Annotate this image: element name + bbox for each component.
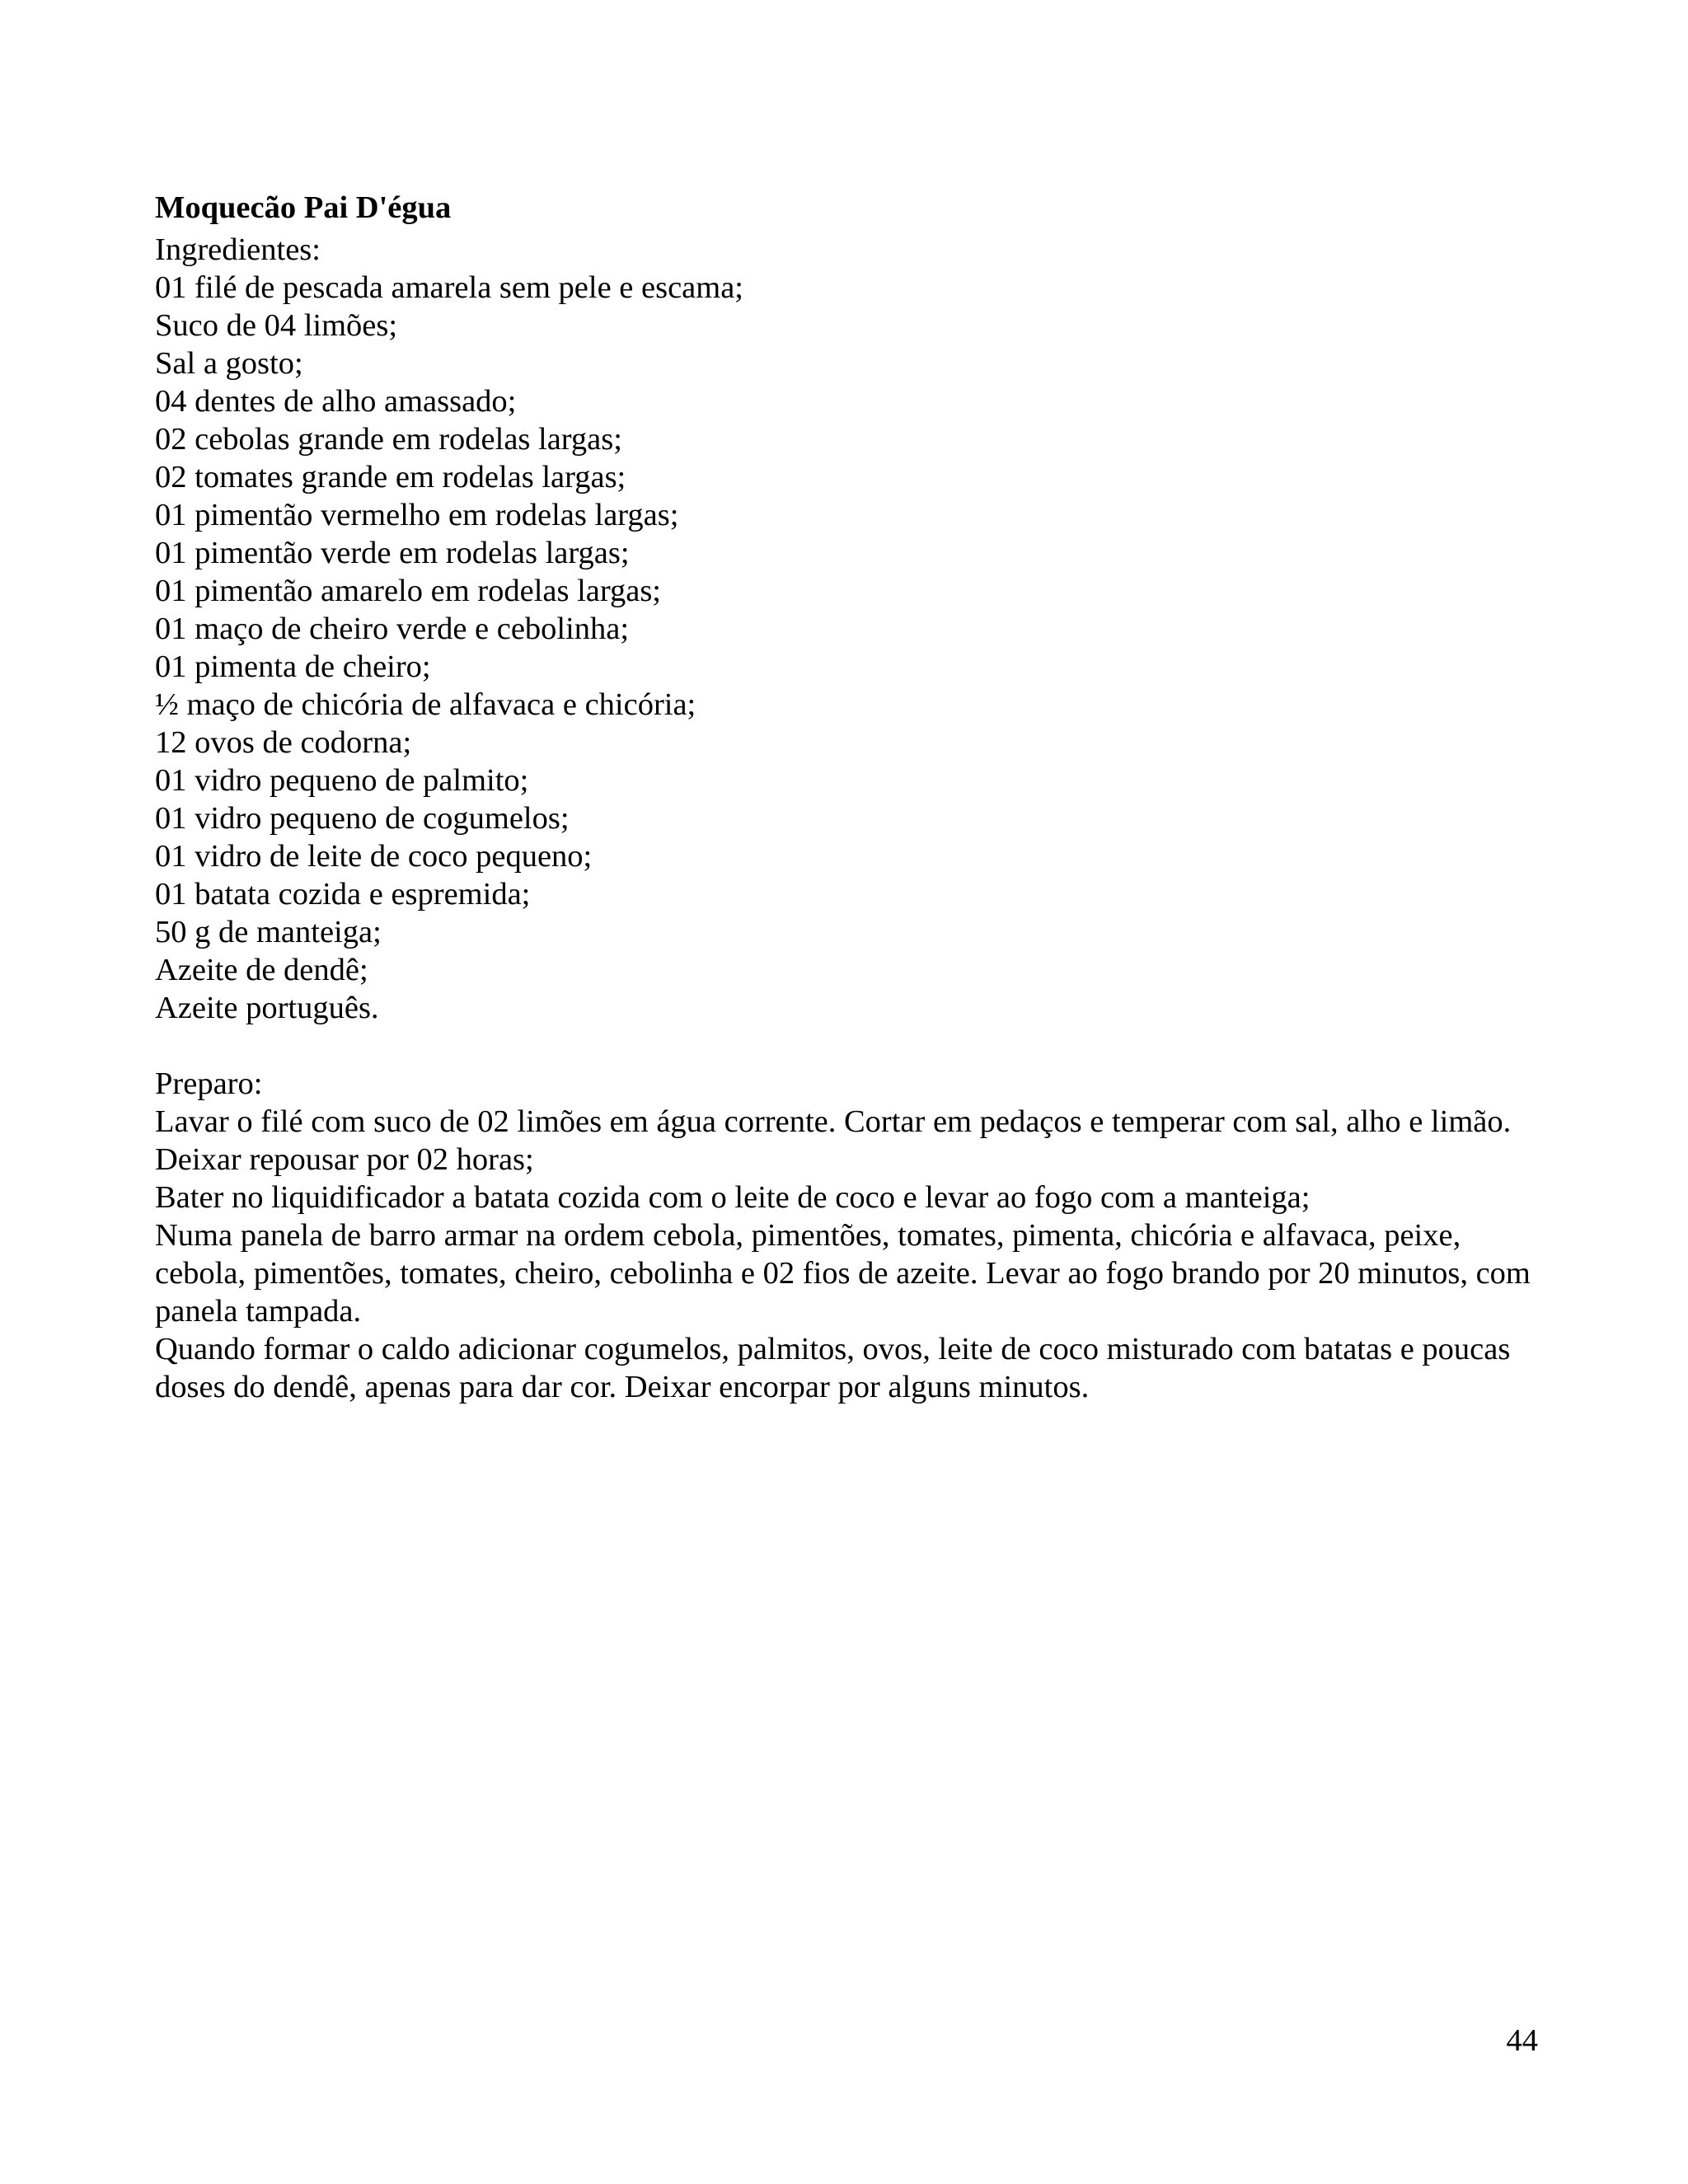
preparation-step: Lavar o filé com suco de 02 limões em água corrente. Cortar em pedaços e temperar com sal, alho e limão. Deixar repousar por 02 horas; [155,1104,1512,1177]
section-spacer [155,1027,1540,1065]
ingredient-item: 01 filé de pescada amarela sem pele e escama; [155,270,743,305]
ingredient-item: Azeite português. [155,991,379,1025]
ingredient-item: 12 ovos de codorna; [155,725,412,760]
ingredient-item: 04 dentes de alho amassado; [155,384,517,419]
ingredient-item: ½ maço de chicória de alfavaca e chicória; [155,687,696,722]
ingredient-item: 01 vidro pequeno de palmito; [155,763,529,798]
preparation-step: Bater no liquidificador a batata cozida com o leite de coco e levar ao fogo com a manteiga; [155,1180,1311,1215]
ingredients-label: Ingredientes: [155,232,321,267]
ingredient-item: 01 batata cozida e espremida; [155,877,531,912]
ingredient-item: 01 pimentão vermelho em rodelas largas; [155,498,679,532]
ingredient-item: 01 pimenta de cheiro; [155,649,431,684]
recipe-content [155,185,1540,1406]
recipe-title: Moquecão Pai D'égua [155,190,452,225]
ingredient-item: 01 pimentão verde em rodelas largas; [155,536,630,570]
ingredient-item: Sal a gosto; [155,346,303,381]
ingredient-item: 01 vidro pequeno de cogumelos; [155,801,570,836]
ingredient-item: 01 maço de cheiro verde e cebolinha; [155,612,630,646]
ingredient-item: 01 pimentão amarelo em rodelas largas; [155,574,662,608]
ingredient-item: 02 tomates grande em rodelas largas; [155,460,626,494]
page-number: 44 [1506,2023,1538,2058]
ingredient-item: Suco de 04 limões; [155,308,398,343]
preparation-steps [155,1103,1540,1406]
preparation-label: Preparo: [155,1066,263,1101]
ingredient-item: 50 g de manteiga; [155,915,382,949]
ingredient-item: 01 vidro de leite de coco pequeno; [155,839,593,874]
preparation-step: Numa panela de barro armar na ordem cebola, pimentões, tomates, pimenta, chicória e alfavaca, peixe, cebola, pimentões, tomates, cheiro, cebolinha e 02 fios de azeite. Levar ao fogo brando por 20 minutos, com panela tampada. [155,1218,1531,1329]
ingredient-item: 02 cebolas grande em rodelas largas; [155,422,622,457]
ingredient-item: Azeite de dendê; [155,953,368,987]
preparation-step: Quando formar o caldo adicionar cogumelos, palmitos, ovos, leite de coco misturado com batatas e poucas doses do dendê, apenas para dar cor. Deixar encorpar por alguns minutos. [155,1332,1511,1404]
ingredients-list [155,269,1540,1027]
